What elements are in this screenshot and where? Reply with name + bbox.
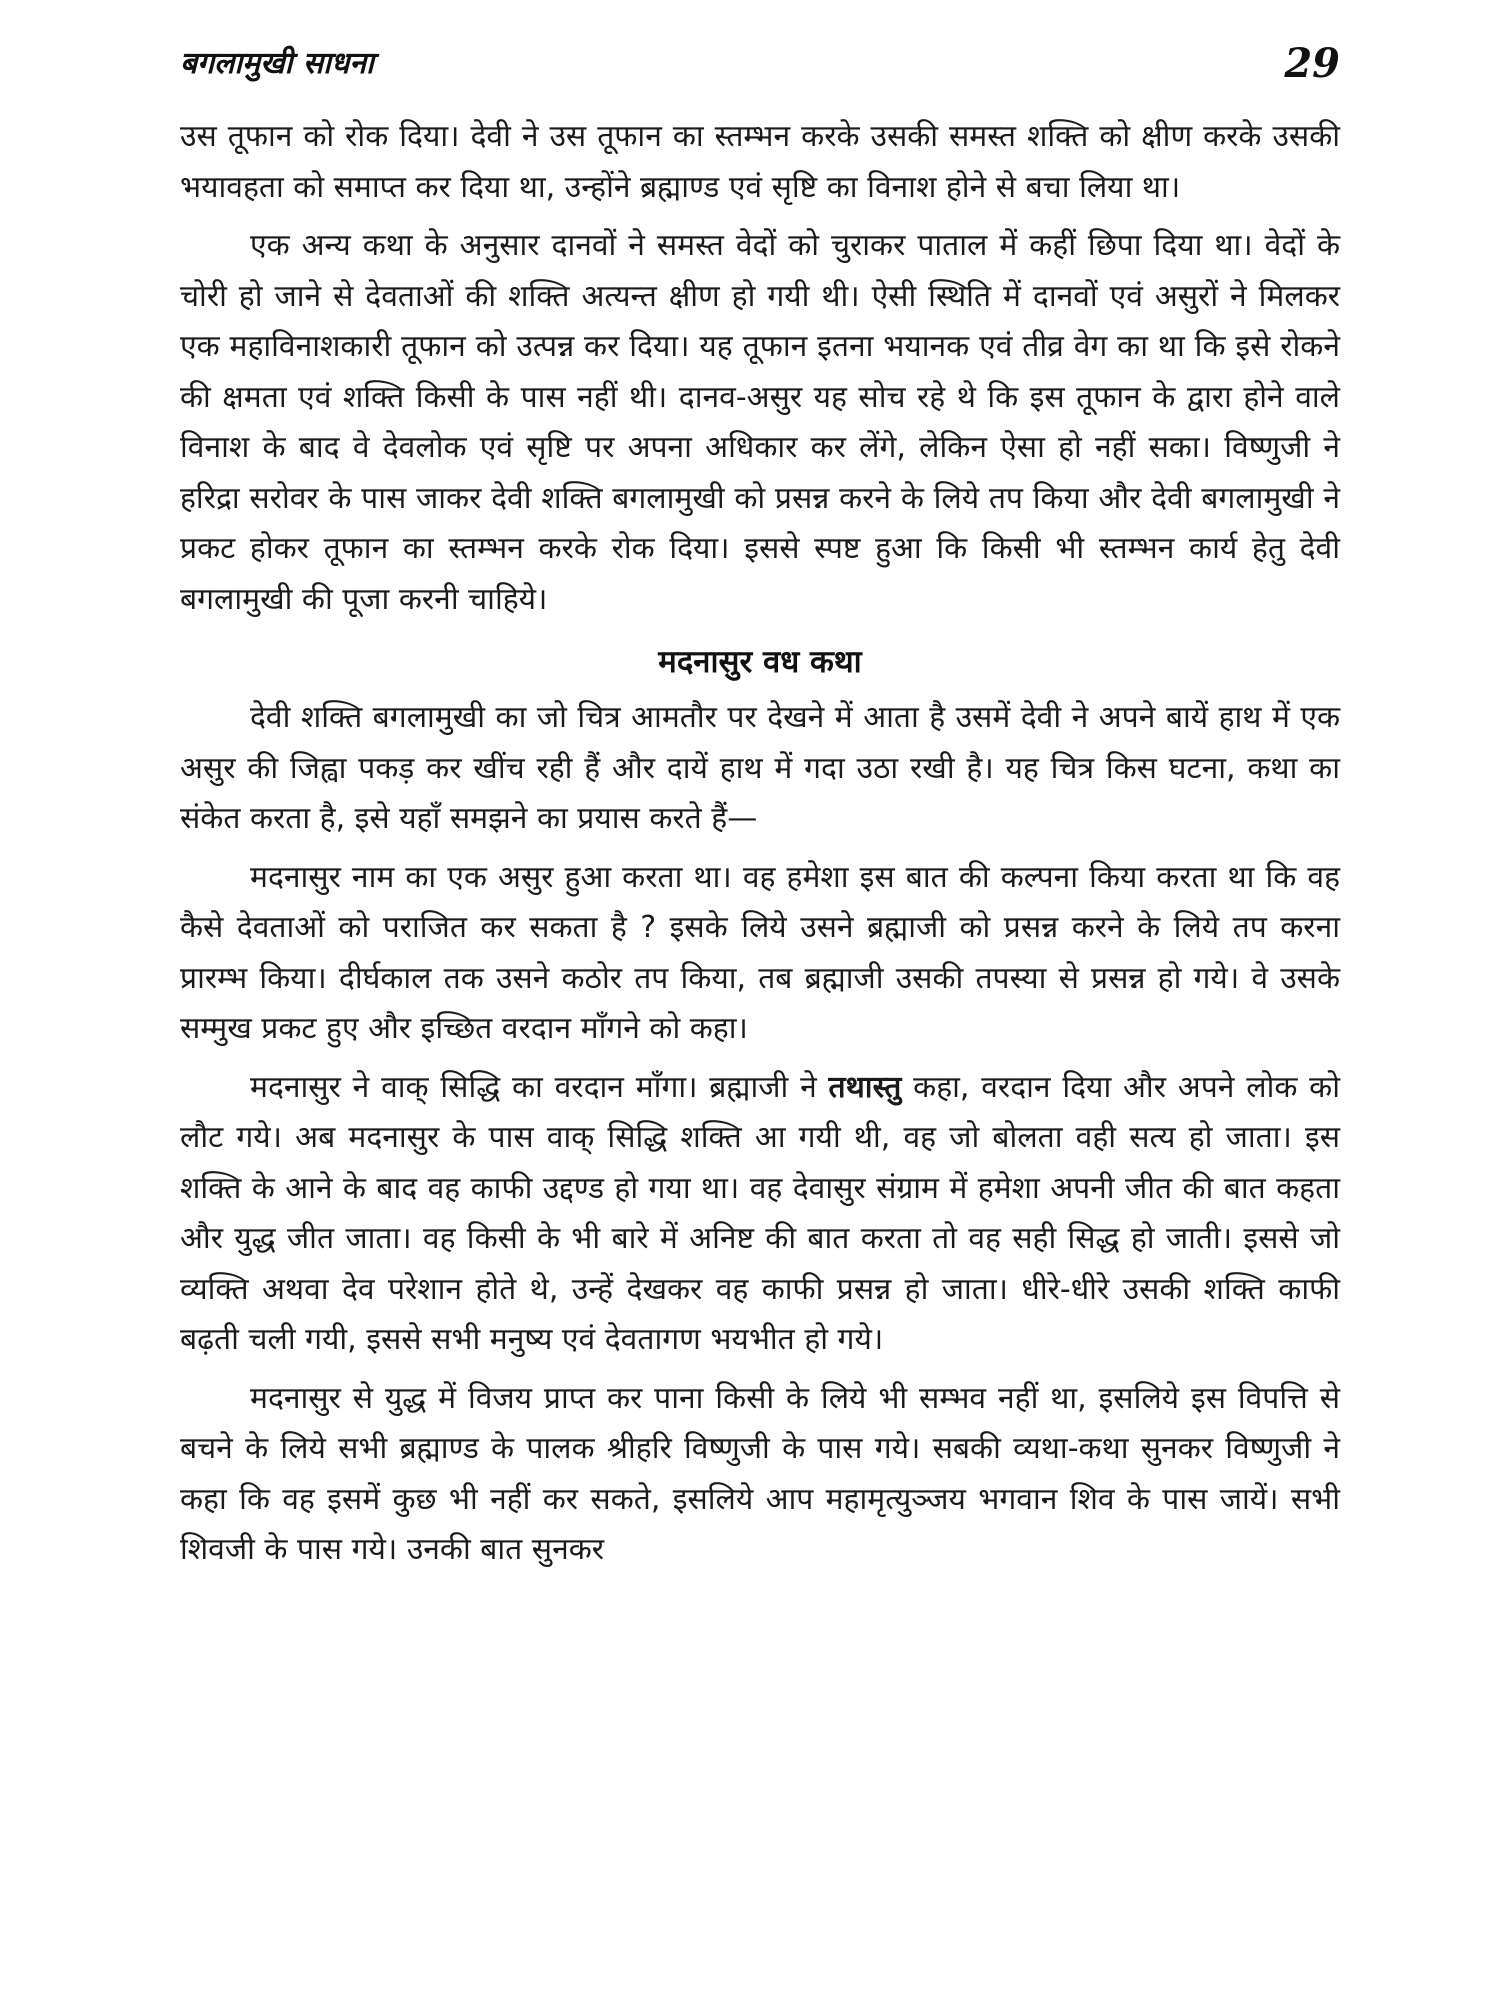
page-header bbox=[180, 34, 1340, 94]
paragraph: मदनासुर नाम का एक असुर हुआ करता था। वह हमेशा इस बात की कल्पना किया करता था कि वह कैसे देवताओं को पराजित कर सकता है ? इसके लिये उसने ब्रह्माजी को प्रसन्न करने के लिये तप करना प्रारम्भ किया। दीर्घकाल तक उसने कठोर तप किया, तब ब्रह्माजी उसकी तपस्या से प्रसन्न हो गये। वे उसके सम्मुख प्रकट हुए और इच्छित वरदान माँगने को कहा। bbox=[180, 859, 1340, 1046]
emphasized-word: तथास्तु bbox=[828, 1069, 902, 1105]
paragraph-with-emphasis bbox=[180, 1063, 1340, 1366]
running-title: बगलामुखी साधना bbox=[180, 46, 374, 81]
page-number: 29 bbox=[1284, 40, 1340, 87]
paragraph: देवी शक्ति बगलामुखी का जो चित्र आमतौर पर देखने में आता है उसमें देवी ने अपने बायें हाथ में एक असुर की जिह्वा पकड़ कर खींच रही हैं और दायें हाथ में गदा उठा रखी है। यह चित्र किस घटना, कथा का संकेत करता है, इसे यहाँ समझने का प्रयास करते हैं— bbox=[180, 700, 1340, 836]
section-heading: मदनासुर वध कथा bbox=[658, 644, 862, 680]
page-body bbox=[180, 112, 1340, 1584]
paragraph: उस तूफान को रोक दिया। देवी ने उस तूफान का स्तम्भन करके उसकी समस्त शक्ति को क्षीण करके उसकी भयावहता को समाप्त कर दिया था, उन्होंने ब्रह्माण्ड एवं सृष्टि का विनाश होने से बचा लिया था। bbox=[180, 119, 1340, 205]
paragraph-text-after: कहा, वरदान दिया और अपने लोक को लौट गये। अब मदनासुर के पास वाक् सिद्धि शक्ति आ गयी थी, वह जो बोलता वही सत्य हो जाता। इस शक्ति के आने के बाद वह काफी उद्दण्ड हो गया था। वह देवासुर संग्राम में हमेशा अपनी जीत की बात कहता और युद्ध जीत जाता। वह किसी के भी बारे में अनिष्ट की बात करता तो वह सही सिद्ध हो जाती। इससे जो व्यक्ति अथवा देव परेशान होते थे, उन्हें देखकर वह काफी प्रसन्न हो जाता। धीरे-धीरे उसकी शक्ति काफी बढ़ती चली गयी, इससे सभी मनुष्य एवं देवतागण भयभीत हो गये। bbox=[180, 1069, 1340, 1357]
paragraph-text-before: मदनासुर ने वाक् सिद्धि का वरदान माँगा। ब्रह्माजी ने bbox=[250, 1069, 829, 1105]
paragraph: एक अन्य कथा के अनुसार दानवों ने समस्त वेदों को चुराकर पाताल में कहीं छिपा दिया था। वेदों के चोरी हो जाने से देवताओं की शक्ति अत्यन्त क्षीण हो गयी थी। ऐसी स्थिति में दानवों एवं असुरों ने मिलकर एक महाविनाशकारी तूफान को उत्पन्न कर दिया। यह तूफान इतना भयानक एवं तीव्र वेग का था कि इसे रोकने की क्षमता एवं शक्ति किसी के पास नहीं थी। दानव-असुर यह सोच रहे थे कि इस तूफान के द्वारा होने वाले विनाश के बाद वे देवलोक एवं सृष्टि पर अपना अधिकार कर लेंगे, लेकिन ऐसा हो नहीं सका। विष्णुजी ने हरिद्रा सरोवर के पास जाकर देवी शक्ति बगलामुखी को प्रसन्न करने के लिये तप किया और देवी बगलामुखी ने प्रकट होकर तूफान का स्तम्भन करके रोक दिया। इससे स्पष्ट हुआ कि किसी भी स्तम्भन कार्य हेतु देवी बगलामुखी की पूजा करनी चाहिये। bbox=[180, 228, 1340, 617]
paragraph: मदनासुर से युद्ध में विजय प्राप्त कर पाना किसी के लिये भी सम्भव नहीं था, इसलिये इस विपत्ति से बचने के लिये सभी ब्रह्माण्ड के पालक श्रीहरि विष्णुजी के पास गये। सबकी व्यथा-कथा सुनकर विष्णुजी ने कहा कि वह इसमें कुछ भी नहीं कर सकते, इसलिये आप महामृत्युञ्जय भगवान शिव के पास जायें। सभी शिवजी के पास गये। उनकी बात सुनकर bbox=[180, 1380, 1340, 1567]
